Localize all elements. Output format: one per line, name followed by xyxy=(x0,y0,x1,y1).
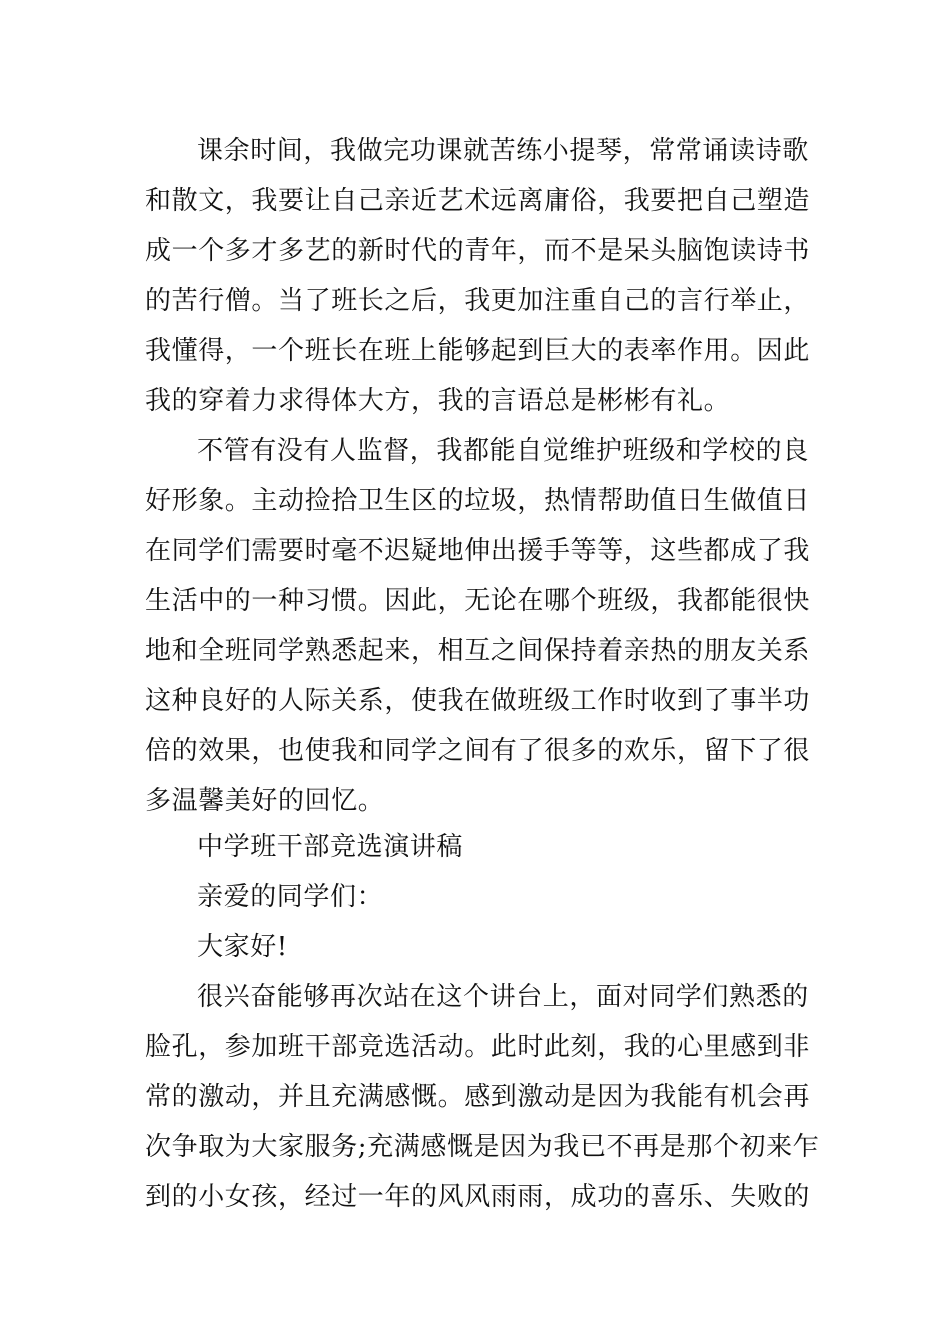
text-line: 不管有没有人监督，我都能自觉维护班级和学校的良 xyxy=(197,436,809,466)
text-line: 成一个多才多艺的新时代的青年，而不是呆头脑饱读诗书 xyxy=(145,236,811,266)
text-line: 的苦行僧。当了班长之后，我更加注重自己的言行举止， xyxy=(145,286,811,316)
text-line: 很兴奋能够再次站在这个讲台上，面对同学们熟悉的 xyxy=(197,982,809,1012)
text-line: 倍的效果，也使我和同学之间有了很多的欢乐，留下了很 xyxy=(145,736,811,766)
text-line: 生活中的一种习惯。因此，无论在哪个班级，我都能很快 xyxy=(145,586,811,616)
text-line: 和散文，我要让自己亲近艺术远离庸俗，我要把自己塑造 xyxy=(145,186,811,216)
text-line: 多温馨美好的回忆。 xyxy=(145,786,385,816)
text-line: 脸孔，参加班干部竞选活动。此时此刻，我的心里感到非 xyxy=(145,1032,811,1062)
salutation: 亲爱的同学们： xyxy=(197,882,384,912)
text-line: 课余时间，我做完功课就苦练小提琴，常常诵读诗歌 xyxy=(197,136,809,166)
text-line: 次争取为大家服务;充满感慨是因为我已不再是那个初来乍 xyxy=(145,1132,820,1162)
text-line: 好形象。主动捡拾卫生区的垃圾，热情帮助值日生做值日 xyxy=(145,486,811,516)
text-line: 这种良好的人际关系，使我在做班级工作时收到了事半功 xyxy=(145,686,811,716)
text-line: 到的小女孩，经过一年的风风雨雨，成功的喜乐、失败的 xyxy=(145,1182,811,1212)
greeting: 大家好! xyxy=(197,932,288,962)
text-line: 我的穿着力求得体大方，我的言语总是彬彬有礼。 xyxy=(145,386,731,416)
text-line: 在同学们需要时毫不迟疑地伸出援手等等，这些都成了我 xyxy=(145,536,811,566)
section-title: 中学班干部竞选演讲稿 xyxy=(197,832,464,862)
text-line: 地和全班同学熟悉起来，相互之间保持着亲热的朋友关系 xyxy=(145,636,811,666)
text-line: 我懂得，一个班长在班上能够起到巨大的表率作用。因此 xyxy=(145,336,811,366)
text-line: 常的激动，并且充满感慨。感到激动是因为我能有机会再 xyxy=(145,1082,811,1112)
